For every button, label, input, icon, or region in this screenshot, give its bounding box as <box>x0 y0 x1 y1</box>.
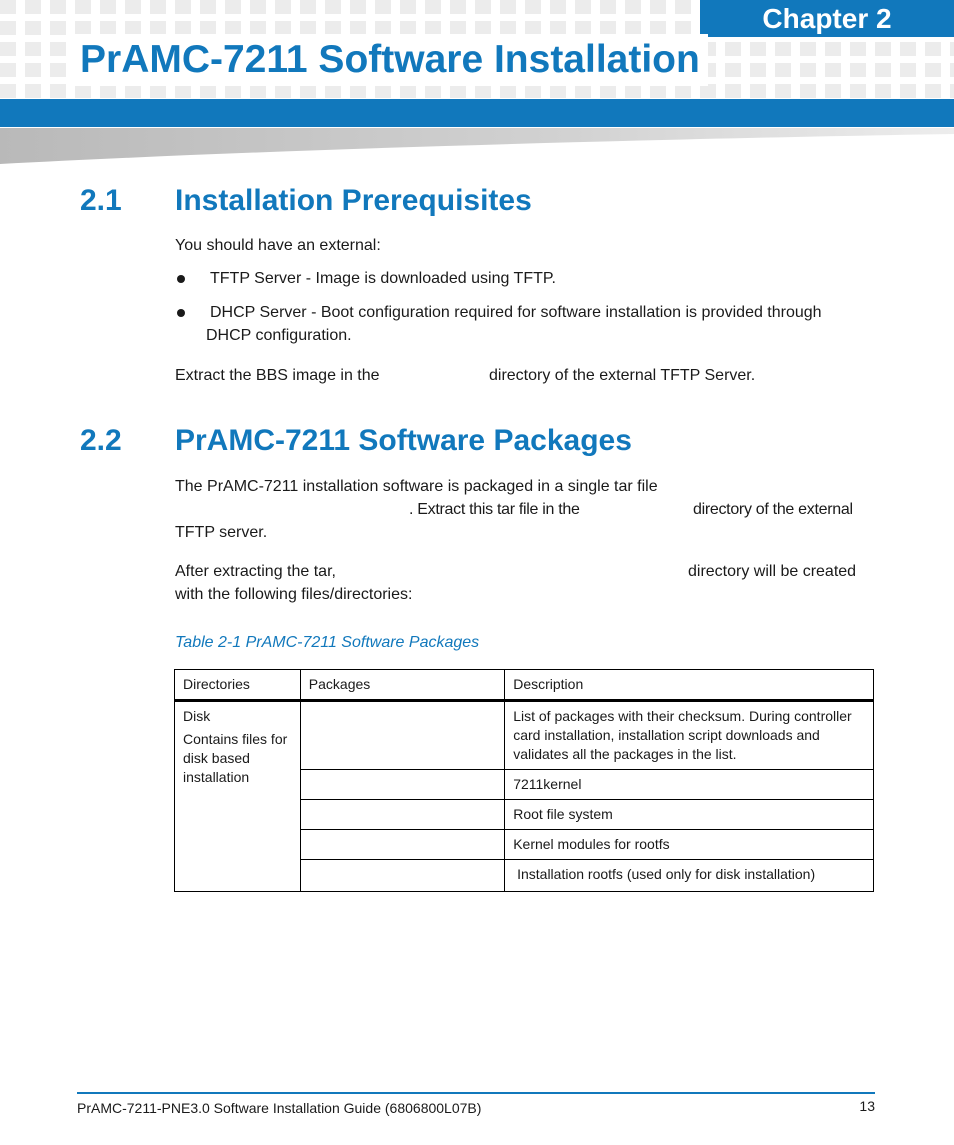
section-heading-2-2 <box>80 422 632 460</box>
description-cell: List of packages with their checksum. During controller card installation, installation script downloads and validates all the packages in the list. <box>505 701 874 770</box>
packages-para-line-2b: directory of the external <box>693 501 853 518</box>
page-title: PrAMC-7211 Software Installation <box>72 34 708 86</box>
description-cell: Root file system <box>505 800 874 830</box>
bullet-icon <box>177 275 185 283</box>
section-intro: You should have an external: <box>175 237 381 254</box>
after-extract-line-2: with the following files/directories: <box>175 586 413 603</box>
column-header-directories: Directories <box>175 670 301 701</box>
list-item-text-continued: DHCP configuration. <box>206 327 352 344</box>
description-cell: Kernel modules for rootfs <box>505 830 874 860</box>
section-number: 2.2 <box>80 424 122 457</box>
section-title: PrAMC-7211 Software Packages <box>175 424 632 457</box>
header-blue-band <box>0 99 954 127</box>
section-title: Installation Prerequisites <box>175 184 532 217</box>
extract-text-start: Extract the BBS image in the <box>175 367 380 384</box>
package-cell <box>300 770 504 800</box>
table-header-row <box>175 670 874 701</box>
extract-text-end: directory of the external TFTP Server. <box>489 367 756 384</box>
packages-para-line-3: TFTP server. <box>175 524 268 541</box>
package-cell <box>300 860 504 892</box>
section-number: 2.1 <box>80 184 122 217</box>
package-cell <box>300 701 504 770</box>
package-cell <box>300 800 504 830</box>
description-cell: 7211kernel <box>505 770 874 800</box>
directory-name: Disk <box>183 708 211 724</box>
description-cell: Installation rootfs (used only for disk installation) <box>505 860 874 892</box>
chapter-label: Chapter 2 <box>700 0 954 37</box>
list-item-text: DHCP Server - Boot configuration required for software installation is provided through <box>210 304 822 321</box>
package-cell <box>300 830 504 860</box>
footer-rule <box>77 1092 875 1094</box>
column-header-packages: Packages <box>300 670 504 701</box>
directory-note: Contains files for disk based installation <box>183 731 288 785</box>
directory-cell <box>175 701 301 892</box>
header-gray-swoosh <box>0 128 954 166</box>
section-heading-2-1 <box>80 182 532 220</box>
page-number: 13 <box>859 1098 875 1114</box>
after-extract-line-1a: After extracting the tar, <box>175 563 336 580</box>
table-caption: Table 2-1 PrAMC-7211 Software Packages <box>175 634 480 651</box>
packages-para-line-1: The PrAMC-7211 installation software is packaged in a single tar file <box>175 478 658 495</box>
after-extract-line-1b: directory will be created <box>688 563 857 580</box>
bullet-icon <box>177 309 185 317</box>
column-header-description: Description <box>505 670 874 701</box>
packages-table <box>174 669 874 892</box>
footer-document-title: PrAMC-7211-PNE3.0 Software Installation Guide (6806800L07B) <box>77 1100 482 1116</box>
packages-para-line-2a: . Extract this tar file in the <box>409 501 580 518</box>
table-row <box>175 701 874 770</box>
list-item-text: TFTP Server - Image is downloaded using TFTP. <box>210 270 556 287</box>
